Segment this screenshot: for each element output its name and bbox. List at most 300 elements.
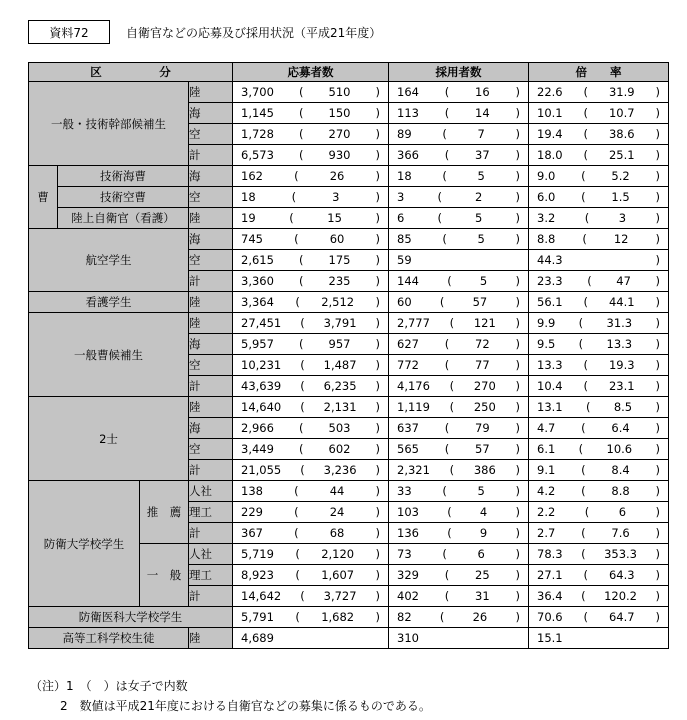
branch-cell: 空 [189, 187, 233, 208]
paren-close: ) [375, 358, 380, 372]
female-value: 31.9 [608, 85, 635, 99]
paren-open: ( [298, 442, 304, 456]
ratio-cell [529, 82, 669, 103]
paren-close: ) [655, 442, 660, 456]
female-value: 77 [475, 358, 490, 372]
paren-close: ) [375, 421, 380, 435]
paren-close: ) [375, 232, 380, 246]
paren-close: ) [655, 358, 660, 372]
table-header-row [29, 63, 669, 82]
total-value: 6.0 [537, 190, 556, 204]
total-value: 136 [397, 526, 419, 540]
table-row [29, 187, 669, 208]
total-value: 3 [397, 190, 405, 204]
hired-cell [389, 418, 529, 439]
applicants-cell [233, 82, 389, 103]
total-value: 89 [397, 127, 412, 141]
total-value: 637 [397, 421, 419, 435]
paren-open: ( [294, 505, 299, 519]
total-value: 565 [397, 442, 419, 456]
total-value: 8,923 [241, 568, 274, 582]
category-boei-ika: 防衛医科大学校学生 [29, 607, 233, 628]
paren-close: ) [655, 190, 660, 204]
paren-open: ( [581, 484, 586, 498]
category-ippan: 一 般 [140, 544, 189, 607]
total-value: 6,573 [241, 148, 274, 162]
applicants-cell [233, 607, 389, 628]
note-1: （注）1 （ ）は女子で内数 [30, 679, 188, 693]
total-value: 2,966 [241, 421, 274, 435]
applicants-cell [233, 397, 389, 418]
female-value: 250 [473, 400, 496, 414]
paren-open: ( [584, 211, 590, 225]
paren-close: ) [375, 568, 380, 582]
paren-open: ( [585, 400, 591, 414]
total-value: 627 [397, 337, 419, 351]
paren-close: ) [515, 379, 520, 393]
female-value: 72 [475, 337, 490, 351]
paren-open: ( [437, 190, 442, 204]
branch-cell: 空 [189, 355, 233, 376]
paren-open: ( [300, 379, 305, 393]
paren-close: ) [375, 400, 380, 414]
paren-close: ) [375, 253, 380, 267]
paren-close: ) [375, 547, 380, 561]
paren-close: ) [515, 568, 520, 582]
ratio-cell [529, 355, 669, 376]
ratio-cell [529, 628, 669, 649]
paren-close: ) [515, 442, 520, 456]
ratio-cell [529, 439, 669, 460]
header-category: 区 分 [29, 63, 233, 82]
total-value: 10,231 [241, 358, 282, 372]
paren-close: ) [515, 484, 520, 498]
paren-close: ) [375, 190, 380, 204]
paren-open: ( [442, 127, 447, 141]
hired-cell [389, 103, 529, 124]
paren-open: ( [298, 421, 304, 435]
female-value: 121 [473, 316, 496, 330]
paren-open: ( [444, 568, 450, 582]
branch-cell: 陸 [189, 292, 233, 313]
branch-cell: 空 [189, 439, 233, 460]
female-value: 57 [472, 295, 488, 309]
paren-open: ( [444, 589, 450, 603]
header-ratio: 倍 率 [529, 63, 669, 82]
hired-cell [389, 166, 529, 187]
total-value: 2,777 [397, 316, 430, 330]
total-value: 5,791 [241, 610, 274, 624]
total-value: 6 [397, 211, 405, 225]
female-value: 386 [473, 463, 496, 477]
total-value: 78.3 [537, 547, 563, 561]
female-value: 235 [328, 274, 351, 288]
female-value: 31 [475, 589, 490, 603]
total-value: 19.4 [537, 127, 563, 141]
applicants-cell [233, 208, 389, 229]
female-value: 1,607 [321, 568, 355, 582]
female-value: 3 [332, 190, 340, 204]
total-value: 3,360 [241, 274, 274, 288]
paren-open: ( [578, 316, 584, 330]
paren-open: ( [449, 463, 455, 477]
female-value: 1.5 [611, 190, 630, 204]
applicants-cell [233, 355, 389, 376]
branch-cell: 海 [189, 166, 233, 187]
paren-close: ) [515, 610, 520, 624]
total-value: 13.1 [537, 400, 563, 414]
category-gijutsu-kaiso: 技術海曹 [58, 166, 189, 187]
total-value: 73 [397, 547, 412, 561]
female-value: 4 [479, 505, 488, 519]
paren-open: ( [294, 526, 299, 540]
applicants-cell [233, 565, 389, 586]
paren-close: ) [655, 379, 660, 393]
paren-close: ) [515, 232, 520, 246]
table-row [29, 313, 669, 334]
paren-close: ) [655, 316, 660, 330]
category-suisen: 推 薦 [140, 481, 189, 544]
total-value: 18.0 [537, 148, 563, 162]
paren-close: ) [515, 589, 520, 603]
total-value: 9.0 [537, 169, 556, 183]
ratio-cell [529, 418, 669, 439]
category-nishi: 2士 [29, 397, 189, 481]
total-value: 10.1 [537, 106, 563, 120]
ratio-cell [529, 397, 669, 418]
total-value: 103 [397, 505, 419, 519]
female-value: 270 [328, 127, 351, 141]
paren-open: ( [449, 316, 455, 330]
document-title: 自衛官などの応募及び採用状況（平成21年度） [126, 26, 382, 40]
total-value: 402 [397, 589, 419, 603]
paren-open: ( [291, 190, 297, 204]
branch-cell: 陸 [189, 313, 233, 334]
ratio-cell [529, 145, 669, 166]
hired-cell [389, 208, 529, 229]
hired-cell [389, 439, 529, 460]
female-value: 3 [618, 211, 627, 225]
female-value: 5 [475, 211, 483, 225]
branch-cell: 陸 [189, 82, 233, 103]
female-value: 10.7 [608, 106, 635, 120]
paren-close: ) [655, 463, 660, 477]
total-value: 82 [397, 610, 412, 624]
paren-close: ) [655, 106, 660, 120]
paren-close: ) [655, 568, 660, 582]
total-value: 1,145 [241, 106, 274, 120]
paren-close: ) [655, 400, 660, 414]
paren-close: ) [515, 190, 520, 204]
female-value: 8.8 [611, 484, 630, 498]
paren-open: ( [581, 589, 586, 603]
female-value: 47 [616, 274, 631, 288]
total-value: 14,640 [241, 400, 282, 414]
paren-open: ( [294, 484, 299, 498]
female-value: 7 [477, 127, 485, 141]
paren-close: ) [655, 337, 660, 351]
hired-cell [389, 586, 529, 607]
hired-cell [389, 544, 529, 565]
female-value: 150 [328, 106, 351, 120]
paren-open: ( [442, 232, 447, 246]
total-value: 138 [241, 484, 263, 498]
total-value: 3.2 [537, 211, 556, 225]
header-hired: 採用者数 [389, 63, 529, 82]
female-value: 64.3 [608, 568, 635, 582]
table-row [29, 397, 669, 418]
paren-open: ( [439, 610, 445, 624]
total-value: 2,615 [241, 253, 274, 267]
paren-open: ( [300, 589, 305, 603]
total-value: 4,689 [241, 631, 274, 645]
paren-open: ( [449, 379, 455, 393]
paren-open: ( [300, 463, 305, 477]
paren-open: ( [583, 358, 589, 372]
paren-close: ) [655, 421, 660, 435]
table-notes [30, 676, 431, 716]
paren-close: ) [375, 379, 380, 393]
paren-close: ) [515, 148, 520, 162]
hired-cell [389, 355, 529, 376]
total-value: 3,364 [241, 295, 274, 309]
total-value: 113 [397, 106, 419, 120]
paren-open: ( [442, 547, 447, 561]
applicants-cell [233, 586, 389, 607]
total-value: 4.7 [537, 421, 556, 435]
female-value: 16 [475, 85, 490, 99]
ratio-cell [529, 586, 669, 607]
applicants-cell [233, 481, 389, 502]
female-value: 1,487 [323, 358, 357, 372]
female-value: 510 [328, 85, 351, 99]
ratio-cell [529, 523, 669, 544]
paren-open: ( [300, 358, 305, 372]
paren-open: ( [581, 463, 586, 477]
paren-close: ) [375, 589, 380, 603]
paren-close: ) [375, 211, 380, 225]
paren-open: ( [442, 169, 447, 183]
branch-cell: 理工 [189, 502, 233, 523]
hired-cell [389, 145, 529, 166]
branch-cell: 陸 [189, 397, 233, 418]
paren-close: ) [375, 337, 380, 351]
branch-cell: 海 [189, 334, 233, 355]
female-value: 957 [328, 337, 351, 351]
female-value: 24 [329, 505, 345, 519]
female-value: 1,682 [321, 610, 355, 624]
female-value: 5 [477, 484, 485, 498]
total-value: 18 [397, 169, 412, 183]
branch-cell: 空 [189, 124, 233, 145]
total-value: 162 [241, 169, 263, 183]
female-value: 25.1 [608, 148, 635, 162]
total-value: 60 [397, 295, 412, 309]
branch-cell: 計 [189, 586, 233, 607]
paren-close: ) [515, 211, 520, 225]
paren-open: ( [583, 568, 589, 582]
applicants-cell [233, 544, 389, 565]
table-row [29, 208, 669, 229]
branch-cell: 計 [189, 145, 233, 166]
hired-cell [389, 271, 529, 292]
total-value: 27,451 [241, 316, 282, 330]
total-value: 2.7 [537, 526, 556, 540]
total-value: 1,119 [397, 400, 430, 414]
paren-close: ) [515, 274, 520, 288]
paren-close: ) [515, 358, 520, 372]
total-value: 85 [397, 232, 412, 246]
paren-close: ) [655, 148, 660, 162]
table-row [29, 82, 669, 103]
female-value: 2,120 [321, 547, 355, 561]
table-row [29, 628, 669, 649]
female-value: 3,791 [323, 316, 357, 330]
paren-open: ( [289, 211, 294, 225]
female-value: 3,727 [323, 589, 357, 603]
hired-cell [389, 82, 529, 103]
applicants-cell [233, 313, 389, 334]
paren-open: ( [582, 232, 587, 246]
total-value: 4,176 [397, 379, 430, 393]
paren-open: ( [583, 106, 589, 120]
category-kango-gakusei: 看護学生 [29, 292, 189, 313]
female-value: 5.2 [611, 169, 630, 183]
female-value: 6 [477, 547, 485, 561]
female-value: 10.6 [606, 442, 633, 456]
ratio-cell [529, 544, 669, 565]
hired-cell [389, 628, 529, 649]
paren-close: ) [375, 610, 380, 624]
female-value: 79 [475, 421, 490, 435]
applicants-cell [233, 229, 389, 250]
total-value: 13.3 [537, 358, 563, 372]
total-value: 2.2 [537, 505, 556, 519]
paren-open: ( [583, 379, 589, 393]
total-value: 44.3 [537, 253, 563, 267]
total-value: 9.9 [537, 316, 556, 330]
female-value: 2,512 [321, 295, 355, 309]
hired-cell [389, 334, 529, 355]
ratio-cell [529, 481, 669, 502]
hired-cell [389, 565, 529, 586]
female-value: 19.3 [608, 358, 635, 372]
applicants-cell [233, 460, 389, 481]
total-value: 329 [397, 568, 419, 582]
hired-cell [389, 313, 529, 334]
female-value: 270 [473, 379, 496, 393]
header-applicants: 応募者数 [233, 63, 389, 82]
total-value: 310 [397, 631, 419, 645]
paren-close: ) [515, 463, 520, 477]
female-value: 26 [329, 169, 345, 183]
total-value: 4.2 [537, 484, 556, 498]
category-koto-kogaku: 高等工科学校生徒 [29, 628, 189, 649]
paren-open: ( [300, 316, 305, 330]
female-value: 9 [479, 526, 488, 540]
paren-close: ) [375, 463, 380, 477]
paren-open: ( [444, 421, 450, 435]
hired-cell [389, 250, 529, 271]
paren-open: ( [584, 505, 590, 519]
total-value: 19 [241, 211, 256, 225]
female-value: 6.4 [611, 421, 630, 435]
ratio-cell [529, 502, 669, 523]
female-value: 14 [475, 106, 490, 120]
paren-open: ( [295, 568, 300, 582]
applicants-cell [233, 628, 389, 649]
female-value: 503 [328, 421, 351, 435]
total-value: 3,700 [241, 85, 274, 99]
total-value: 27.1 [537, 568, 563, 582]
paren-close: ) [515, 106, 520, 120]
paren-open: ( [294, 232, 299, 246]
total-value: 70.6 [537, 610, 563, 624]
paren-close: ) [515, 295, 520, 309]
paren-open: ( [295, 610, 300, 624]
female-value: 5 [477, 169, 485, 183]
female-value: 5 [477, 232, 485, 246]
paren-close: ) [375, 85, 380, 99]
table-row [29, 481, 669, 502]
paren-close: ) [655, 85, 660, 99]
paren-open: ( [447, 505, 452, 519]
paren-close: ) [515, 337, 520, 351]
paren-close: ) [515, 169, 520, 183]
female-value: 353.3 [604, 547, 638, 561]
total-value: 1,728 [241, 127, 274, 141]
paren-open: ( [439, 295, 445, 309]
ratio-cell [529, 166, 669, 187]
branch-cell: 計 [189, 523, 233, 544]
table-row [29, 229, 669, 250]
ratio-cell [529, 271, 669, 292]
paren-close: ) [375, 127, 380, 141]
paren-close: ) [375, 169, 380, 183]
female-value: 64.7 [608, 610, 635, 624]
total-value: 144 [397, 274, 419, 288]
paren-open: ( [444, 358, 450, 372]
total-value: 9.1 [537, 463, 556, 477]
total-value: 33 [397, 484, 412, 498]
applicants-cell [233, 376, 389, 397]
applicants-cell [233, 187, 389, 208]
paren-close: ) [515, 505, 520, 519]
female-value: 5 [479, 274, 488, 288]
table-row [29, 292, 669, 313]
hired-cell [389, 187, 529, 208]
hired-cell [389, 292, 529, 313]
paren-open: ( [444, 148, 450, 162]
total-value: 3,449 [241, 442, 274, 456]
paren-open: ( [578, 442, 584, 456]
table-row [29, 166, 669, 187]
paren-open: ( [583, 295, 589, 309]
paren-open: ( [298, 337, 304, 351]
hired-cell [389, 124, 529, 145]
total-value: 56.1 [537, 295, 563, 309]
applicants-cell [233, 103, 389, 124]
paren-close: ) [655, 253, 660, 267]
recruitment-table [28, 62, 669, 649]
paren-open: ( [298, 127, 304, 141]
total-value: 22.6 [537, 85, 563, 99]
paren-close: ) [515, 85, 520, 99]
branch-cell: 海 [189, 103, 233, 124]
paren-open: ( [587, 274, 592, 288]
female-value: 60 [329, 232, 345, 246]
female-value: 13.3 [606, 337, 633, 351]
